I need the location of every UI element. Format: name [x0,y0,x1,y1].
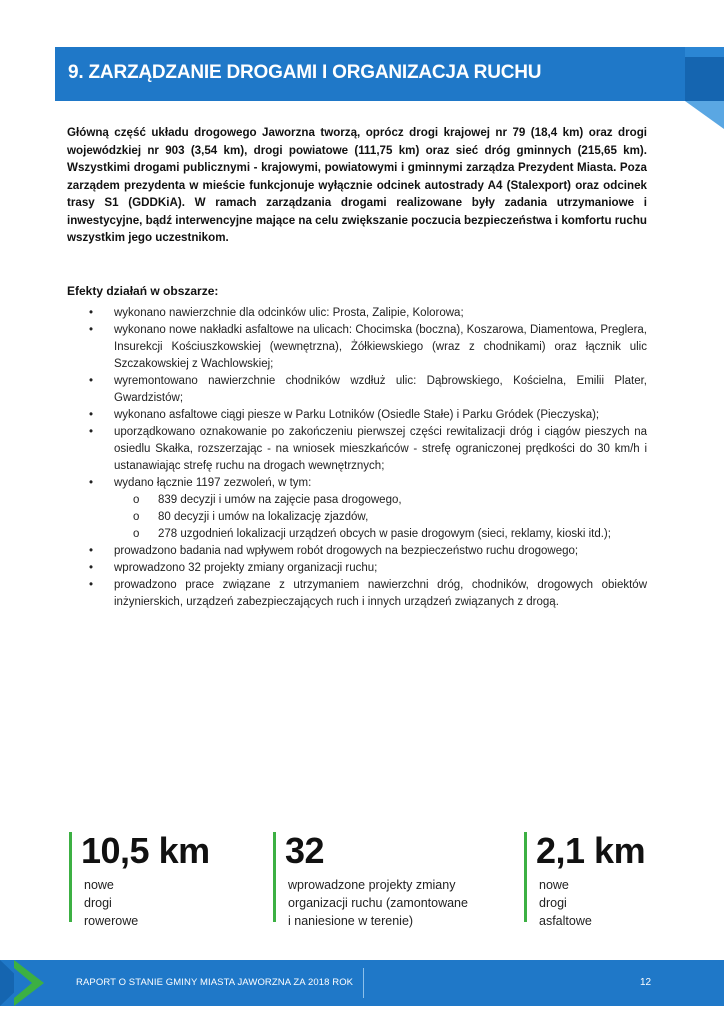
intro-paragraph: Główną część układu drogowego Jaworzna tworzą, oprócz drogi krajowej nr 79 (18,4 km) oraz drogi wojewódzkiej nr 903 (3,54 km), drogi powiatowe (111,75 km) oraz sieć dróg gminnych (215,65 km). Wszystkimi drogami publicznymi - krajowymi, powiatowymi i gminnymi zarządza Prezydent Miasta. Poza zarządem prezydenta w mieście funkcjonuje wyłącznie odcinek autostrady A4 (Stalexport) oraz odcinek trasy S1 (GDDKiA). W ramach zarządzania drogami realizowane były zadania utrzymaniowe i inwestycyjne, bądź interwencyjne mające na celu zwiększanie poczucia bezpieczeństwa i komfortu ruchu wszystkim jego uczestnikom. [67,126,647,244]
bullet-icon: • [89,477,94,489]
list-item: • wyremontowano nawierzchnie chodników wzdłuż ulic: Dąbrowskiego, Kościelna, Emilii Plater, Gwardzistów; [89,375,647,404]
circle-bullet-icon: o [133,511,140,523]
list-item: • wykonano nowe nakładki asfaltowe na ulicach: Chocimska (boczna), Koszarowa, Diamentowa, Preglera, Insurekcji Kościuszkowskiej (wewnętrzna), Żółkiewskiego (wraz z chodnikami) oraz łącznik ulic Szczakowskiej z Wachlowskiej; [89,324,647,370]
stat-value: 2,1 km [536,830,646,871]
list-item: • uporządkowano oznakowanie po zakończeniu pierwszej części rewitalizacji dróg i ciągów pieszych na osiedlu Skałka, rozszerzając - na wniosek mieszkańców - strefę ograniczonej prędkości do 30 km/h i ustanawiając strefę ruchu na drogach wewnętrznych; [89,426,647,472]
bullet-icon: • [89,426,94,438]
bullet-icon: • [89,307,94,319]
list-item: • wykonano asfaltowe ciągi piesze w Parku Lotników (Osiedle Stałe) i Parku Gródek (Pieczyska); [67,407,647,424]
footer-divider [363,968,364,998]
sub-list-item: o 80 decyzji i umów na lokalizację zjazdów, [67,509,647,526]
stat-description: wprowadzone projekty zmiany organizacji ruchu (zamontowane i naniesione w terenie) [288,878,468,928]
list-item: • wprowadzono 32 projekty zmiany organizacji ruchu; [67,560,647,577]
bullet-icon: • [89,579,94,591]
stat-accent-bar [273,832,276,922]
stat-accent-bar [524,832,527,922]
header-accent [685,57,724,101]
list-item: • prowadzono prace związane z utrzymaniem nawierzchni dróg, chodników, drogowych obiektów inżynierskich, urządzeń zabezpieczających ruch i innych urządzeń związanych z drogą. [89,579,647,608]
circle-bullet-icon: o [133,528,140,540]
stat-value: 10,5 km [81,830,210,871]
footer-report-title: RAPORT O STANIE GMINY MIASTA JAWORZNA ZA 2018 ROK [76,977,354,988]
stat-description: nowe drogi asfaltowe [539,878,592,928]
list-item: • wydano łącznie 1197 zezwoleń, w tym: [67,475,647,492]
bullet-icon: • [89,545,94,557]
list-item: • wykonano nawierzchnie dla odcinków ulic: Prosta, Zalipie, Kolorowa; [67,305,647,322]
bullet-icon: • [89,409,94,421]
footer-arrow-cutout [14,968,32,998]
bullet-icon: • [89,324,94,336]
circle-bullet-icon: o [133,494,140,506]
list-item: • prowadzono badania nad wpływem robót drogowych na bezpieczeństwo ruchu drogowego; [67,543,647,560]
stat-description: nowe drogi rowerowe [84,878,139,928]
stat-accent-bar [69,832,72,922]
effects-list [67,305,647,611]
sub-list-item: o 278 uzgodnień lokalizacji urządzeń obcych w pasie drogowym (sieci, reklamy, kioski itd.); [67,526,647,543]
effects-heading: Efekty działań w obszarze: [67,284,219,298]
bullet-icon: • [89,375,94,387]
page-number: 12 [640,977,652,988]
header-triangle [685,101,724,129]
section-title: 9. ZARZĄDZANIE DROGAMI I ORGANIZACJA RUCHU [68,62,542,83]
bullet-icon: • [89,562,94,574]
stat-value: 32 [285,830,325,871]
sub-list-item: o 839 decyzji i umów na zajęcie pasa drogowego, [67,492,647,509]
